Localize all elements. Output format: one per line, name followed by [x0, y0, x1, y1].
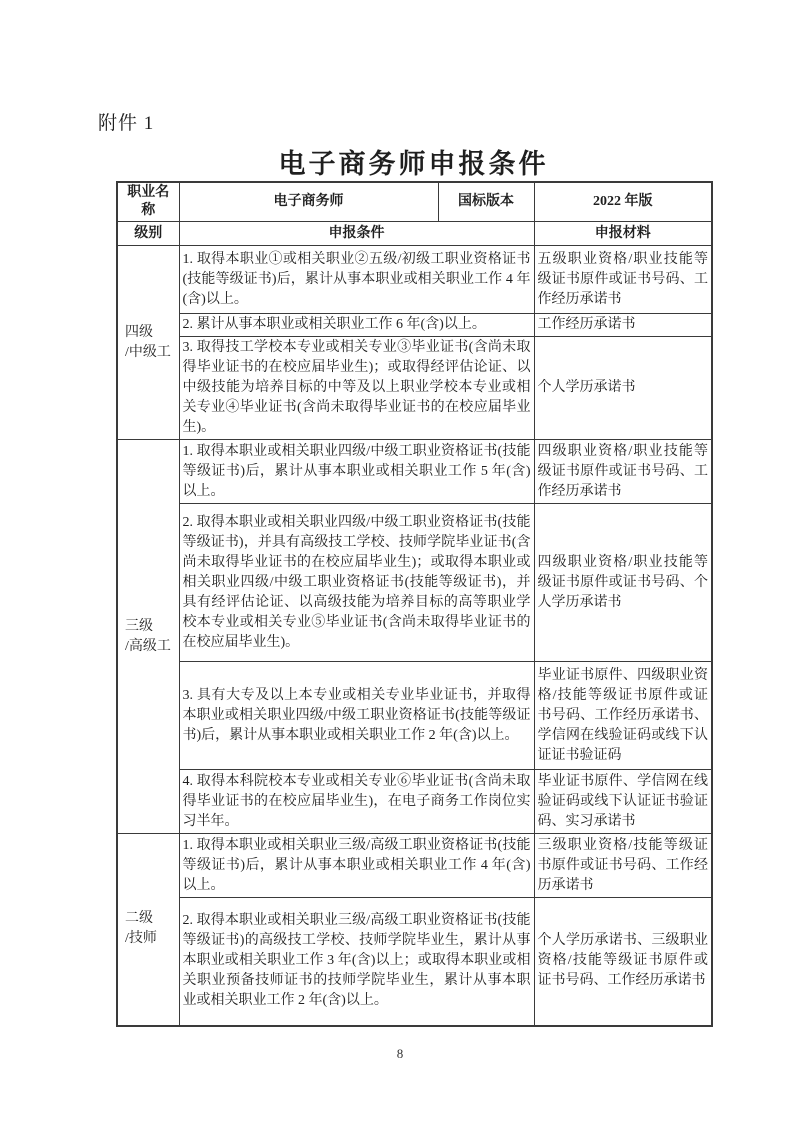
occupation-name-label: 职业名称	[117, 182, 179, 222]
table-row	[117, 898, 712, 1026]
material-cell: 毕业证书原件、学信网在线验证码或线下认证证书验证码、实习承诺书	[534, 770, 712, 834]
level-line: 二级	[125, 911, 153, 927]
material-cell: 五级职业资格/职业技能等级证书原件或证书号码、工作经历承诺书	[534, 246, 712, 314]
condition-cell: 3. 取得技工学校本专业或相关专业③毕业证书(含尚未取得毕业证书的在校应届毕业生)；或取得经评估论证、以中级技能为培养目标的中等及以上职业学校本专业或相关专业④毕业证书(含尚未取得毕业证书的在校应届毕业生)。	[179, 337, 534, 440]
table-row	[117, 337, 712, 440]
page-number: 8	[396, 1046, 404, 1061]
level-line: /高级工	[125, 638, 171, 654]
materials-column-header: 申报材料	[534, 222, 712, 246]
condition-cell: 2. 取得本职业或相关职业四级/中级工职业资格证书(技能等级证书)，并具有高级技工学校、技师学院毕业证书(含尚未取得毕业证书的在校应届毕业生)；或取得本职业或相关职业四级/中级工职业资格证书(技能等级证书)，并具有经评估论证、以高级技能为培养目标的高等职业学校本专业或相关专业⑤毕业证书(含尚未取得毕业证书的在校应届毕业生)。	[179, 504, 534, 662]
level-line: /中级工	[125, 344, 171, 360]
material-cell: 四级职业资格/职业技能等级证书原件或证书号码、工作经历承诺书	[534, 440, 712, 504]
condition-cell: 4. 取得本科院校本专业或相关专业⑥毕业证书(含尚未取得毕业证书的在校应届毕业生)，在电子商务工作岗位实习半年。	[179, 770, 534, 834]
table-row	[117, 834, 712, 898]
level-cell-grade4	[117, 246, 179, 440]
level-column-header: 级别	[117, 222, 179, 246]
table-row	[117, 770, 712, 834]
standard-version-value: 2022 年版	[534, 182, 712, 222]
table-row	[117, 314, 712, 337]
conditions-column-header: 申报条件	[179, 222, 534, 246]
condition-cell: 1. 取得本职业①或相关职业②五级/初级工职业资格证书(技能等级证书)后，累计从事本职业或相关职业工作 4 年(含)以上。	[179, 246, 534, 314]
level-cell-grade3	[117, 440, 179, 834]
standard-version-label: 国标版本	[438, 182, 534, 222]
condition-cell: 2. 累计从事本职业或相关职业工作 6 年(含)以上。	[179, 314, 534, 337]
level-cell-grade2	[117, 834, 179, 1026]
table-row	[117, 662, 712, 770]
table-row	[117, 246, 712, 314]
condition-cell: 1. 取得本职业或相关职业三级/高级工职业资格证书(技能等级证书)后，累计从事本职业或相关职业工作 4 年(含)以上。	[179, 834, 534, 898]
material-cell: 个人学历承诺书	[534, 337, 712, 440]
condition-cell: 2. 取得本职业或相关职业三级/高级工职业资格证书(技能等级证书)的高级技工学校、技师学院毕业生，累计从事本职业或相关职业工作 3 年(含)以上；或取得本职业或相关职业预备技师证书的技师学院毕业生，累计从事本职业或相关职业工作 2 年(含)以上。	[179, 898, 534, 1026]
level-line: /技师	[125, 931, 157, 947]
material-cell: 毕业证书原件、四级职业资格/技能等级证书原件或证书号码、工作经历承诺书、学信网在线验证码或线下认证证书验证码	[534, 662, 712, 770]
material-cell: 工作经历承诺书	[534, 314, 712, 337]
material-cell: 个人学历承诺书、三级职业资格/技能等级证书原件或证书号码、工作经历承诺书	[534, 898, 712, 1026]
table-header-row-2	[117, 222, 712, 246]
condition-cell: 1. 取得本职业或相关职业四级/中级工职业资格证书(技能等级证书)后，累计从事本职业或相关职业工作 5 年(含)以上。	[179, 440, 534, 504]
table-header-row-1	[117, 182, 712, 222]
table-row	[117, 504, 712, 662]
material-cell: 四级职业资格/职业技能等级证书原件或证书号码、个人学历承诺书	[534, 504, 712, 662]
level-line: 三级	[125, 618, 153, 634]
condition-cell: 3. 具有大专及以上本专业或相关专业毕业证书，并取得本职业或相关职业四级/中级工职业资格证书(技能等级证书)后，累计从事本职业或相关职业工作 2 年(含)以上。	[179, 662, 534, 770]
attachment-label: 附件 1	[98, 113, 155, 134]
level-line: 四级	[125, 324, 153, 340]
material-cell: 三级职业资格/技能等级证书原件或证书号码、工作经历承诺书	[534, 834, 712, 898]
occupation-name-value: 电子商务师	[179, 182, 438, 222]
table-row	[117, 440, 712, 504]
conditions-table	[116, 181, 713, 1027]
page-title: 电子商务师申报条件	[278, 149, 549, 179]
